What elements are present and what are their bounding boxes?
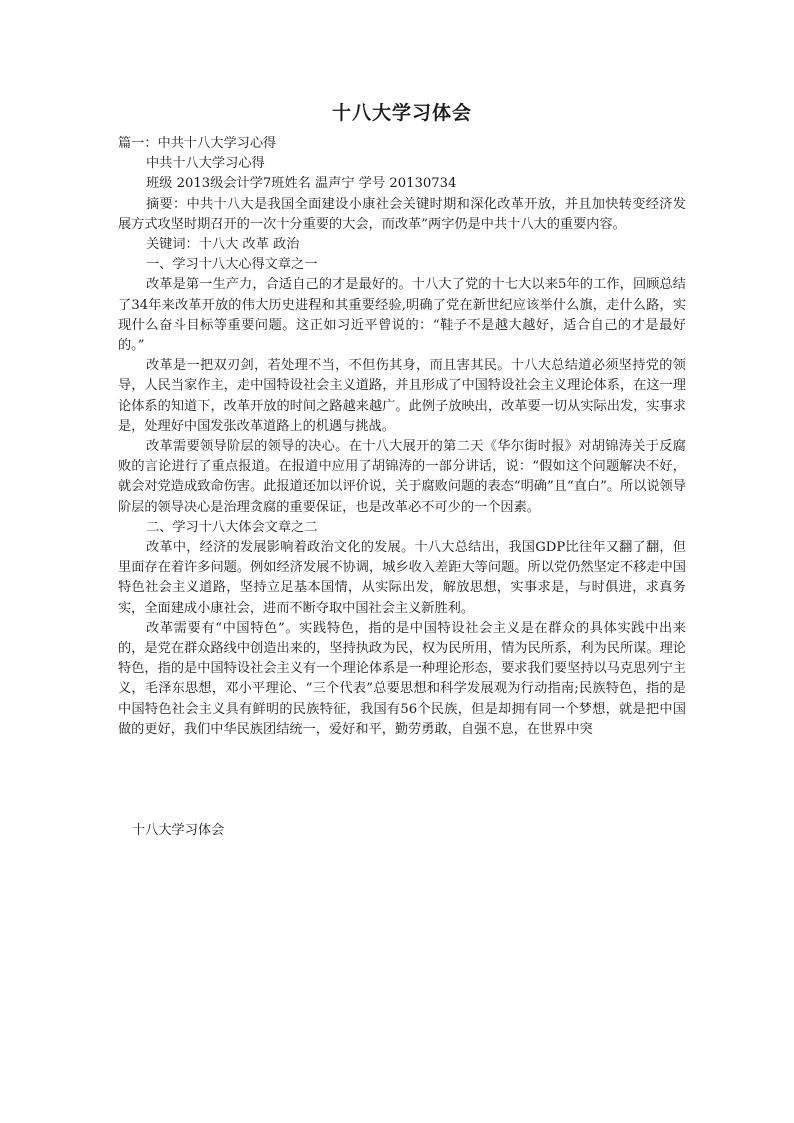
keywords-line: 关键词：十八大 改革 政治 — [146, 237, 300, 253]
section-label: 篇一：中共十八大学习心得 — [118, 136, 277, 151]
body-paragraph: 改革需要有“中国特色”。实践特色，指的是中国特设社会主义是在群众的具体实践中出来的，是党在群众路线中创造出来的，坚持执政为民，权为民所用，情为民所系，利为民所谋。理论特色，指的是中国特设社会主义有一个理论体系是一种理论形态，要求我们要坚持以马克思列宁主义，毛泽东思想，邓小平理论、“三个代表”总要思想和科学发展观为行动指南;民族特色，指的是中国特色社会主义具有鲜明的民族特征，我国有56个民族，但是却拥有同一个梦想，就是把中国做的更好，我们中华民族团结统一，爱好和平，勤劳勇敢，自强不息，在世界中突 — [118, 620, 686, 737]
document-subtitle: 中共十八大学习心得 — [146, 156, 265, 172]
body-paragraph: 改革是一把双刃剑，若处理不当，不但伤其身，而且害其民。十八大总结道必须坚持党的领导，人民当家作主，走中国特设社会主义道路，并且形成了中国特设社会主义理论体系，在这一理论体系的知道下，改革开放的时间之路越来越广。此例子放映出，改革要一切从实际出发，实事求是，处理好中国发张改革道路上的机遇与挑战。 — [118, 358, 686, 434]
document-title: 十八大学习体会 — [331, 102, 472, 124]
body-paragraph: 改革是第一生产力，合适自己的才是最好的。十八大了党的十七大以来5年的工作，回顾总结了34年来改革开放的伟大历史进程和其重要经验,明确了党在新世纪应该举什么旗，走什么路，实现什么奋斗目标等重要问题。这正如习近平曾说的：“鞋子不是越大越好，适合自己的才是最好的。” — [118, 277, 686, 354]
footer-text: 十八大学习体会 — [132, 823, 225, 838]
section-heading-2: 二、学习十八大体会文章之二 — [146, 519, 318, 535]
author-line: 班级 2013级会计学7班姓名 温声宁 学号 20130734 — [146, 176, 457, 192]
body-paragraph: 改革中，经济的发展影响着政治文化的发展。十八大总结出，我国GDP比往年又翻了翻，但里面存在着许多问题。例如经济发展不协调，城乡收入差距大等问题。所以党仍然坚定不移走中国特色社会主义道路，坚持立足基本国情，从实际出发，解放思想，实事求是，与时俱进，求真务实，全面建成小康社会，进而不断夺取中国社会主义新胜利。 — [118, 540, 686, 616]
body-paragraph: 改革需要领导阶层的领导的决心。在十八大展开的第二天《华尔街时报》对胡锦涛关于反腐败的言论进行了重点报道。在报道中应用了胡锦涛的一部分讲话，说：“假如这个问题解决不好，就会对党造成致命伤害。此报道还加以评价说，关于腐败问题的表态“明确”且“直白”。所以说领导阶层的领导决心是治理贪腐的重要保证，也是改革必不可少的一个因素。 — [118, 439, 686, 515]
section-heading-1: 一、学习十八大心得文章之一 — [146, 257, 318, 273]
abstract-paragraph: 摘要：中共十八大是我国全面建设小康社会关键时期和深化改革开放，并且加快转变经济发展方式攻坚时期召开的一次十分重要的大会，而改革”两字仍是中共十八大的重要内容。 — [118, 196, 686, 232]
document-page — [118, 100, 686, 740]
